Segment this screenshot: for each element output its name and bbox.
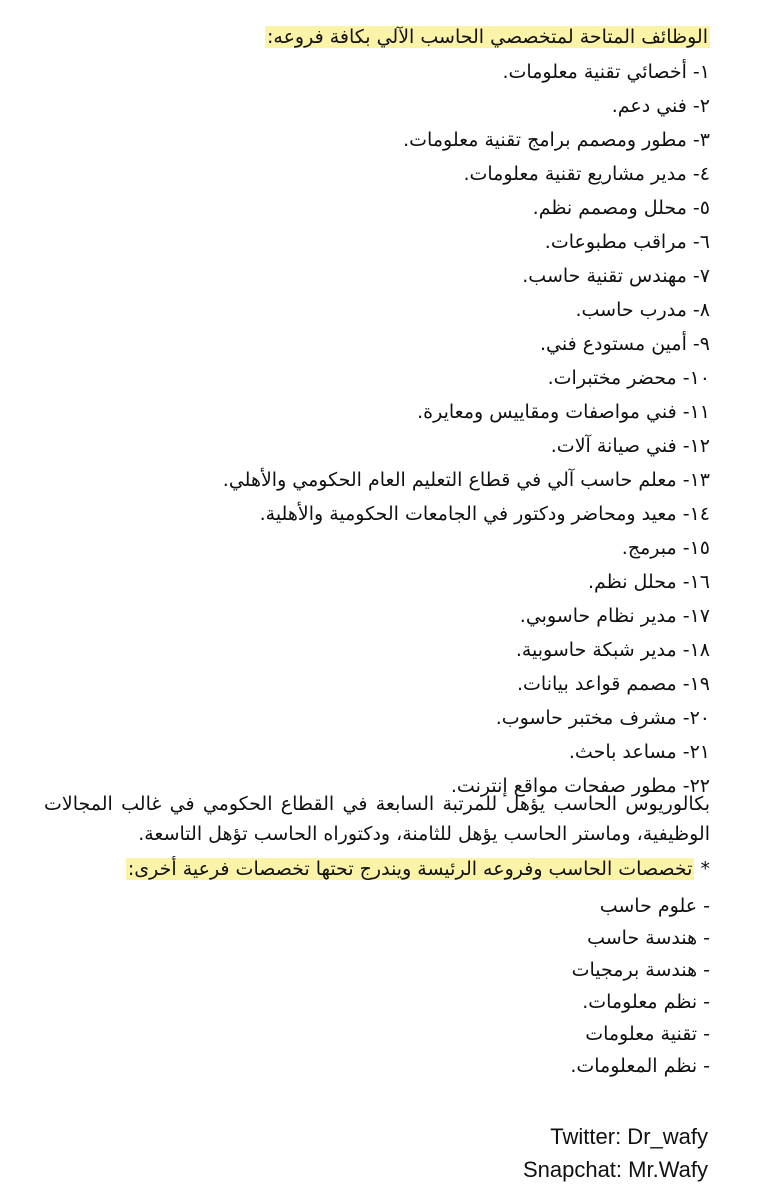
twitter-handle: Twitter: Dr_wafy bbox=[550, 1124, 708, 1149]
list-item bbox=[44, 429, 710, 463]
page-title bbox=[44, 22, 710, 52]
list-item: - نظم معلومات. bbox=[582, 991, 710, 1013]
item-number: ٢١- bbox=[676, 741, 710, 763]
item-text: مطور صفحات مواقع إنترنت. bbox=[450, 775, 677, 797]
item-number: ٨- bbox=[686, 299, 710, 321]
list-item bbox=[44, 89, 710, 123]
item-number: ١- bbox=[686, 61, 710, 83]
list-item bbox=[44, 463, 710, 497]
item-text: أمين مستودع فني. bbox=[539, 333, 687, 355]
item-text: مدير نظام حاسوبي. bbox=[519, 605, 677, 627]
list-item bbox=[44, 259, 710, 293]
item-number: ٢٠- bbox=[676, 707, 710, 729]
item-number: ١٧- bbox=[676, 605, 710, 627]
item-number: ٩- bbox=[686, 333, 710, 355]
item-text: فني دعم. bbox=[611, 95, 687, 117]
item-text: فني مواصفات ومقاييس ومعايرة. bbox=[417, 401, 677, 423]
list-item bbox=[44, 361, 710, 395]
list-item bbox=[44, 327, 710, 361]
item-text: مطور ومصمم برامج تقنية معلومات. bbox=[403, 129, 687, 151]
list-item: - تقنية معلومات bbox=[585, 1023, 710, 1045]
specialties-title-highlight: تخصصات الحاسب وفروعه الرئيسة ويندرج تحتها تخصصات فرعية أخرى: bbox=[127, 858, 693, 880]
list-item bbox=[44, 157, 710, 191]
item-number: ٧- bbox=[686, 265, 710, 287]
item-text: فني صيانة آلات. bbox=[550, 435, 677, 457]
specialties-list bbox=[44, 890, 710, 1082]
snapchat-handle: Snapchat: Mr.Wafy bbox=[522, 1157, 708, 1182]
item-number: ٢- bbox=[686, 95, 710, 117]
list-item bbox=[44, 55, 710, 89]
item-text: محضر مختبرات. bbox=[547, 367, 677, 389]
qualification-paragraph: بكالوريوس الحاسب يؤهل للمرتبة السابعة في القطاع الحكومي في غالب المجالات الوظيفية، وماستر الحاسب يؤهل للثامنة، ودكتوراه الحاسب تؤهل التاسعة. bbox=[44, 793, 710, 845]
item-text: أخصائي تقنية معلومات. bbox=[502, 61, 687, 83]
list-item bbox=[44, 531, 710, 565]
item-number: ١٠- bbox=[676, 367, 710, 389]
item-text: مدرب حاسب. bbox=[575, 299, 687, 321]
item-number: ٢٢- bbox=[676, 775, 710, 797]
item-text: مساعد باحث. bbox=[568, 741, 677, 763]
list-item bbox=[44, 225, 710, 259]
item-text: مبرمج. bbox=[621, 537, 677, 559]
item-number: ١٩- bbox=[676, 673, 710, 695]
item-text: مصمم قواعد بيانات. bbox=[517, 673, 677, 695]
list-item bbox=[44, 497, 710, 531]
list-item: - هندسة برمجيات bbox=[571, 959, 710, 981]
item-number: ١٤- bbox=[676, 503, 710, 525]
list-item: - علوم حاسب bbox=[599, 895, 710, 917]
item-number: ١٨- bbox=[676, 639, 710, 661]
list-item bbox=[44, 633, 710, 667]
item-number: ١٥- bbox=[676, 537, 710, 559]
list-item bbox=[44, 395, 710, 429]
list-item bbox=[44, 191, 710, 225]
item-number: ٥- bbox=[686, 197, 710, 219]
item-text: مشرف مختبر حاسوب. bbox=[495, 707, 677, 729]
item-text: محلل نظم. bbox=[587, 571, 677, 593]
item-text: معلم حاسب آلي في قطاع التعليم العام الحكومي والأهلي. bbox=[222, 469, 677, 491]
list-item bbox=[44, 565, 710, 599]
item-number: ١٦- bbox=[676, 571, 710, 593]
page-title-highlight: الوظائف المتاحة لمتخصصي الحاسب الآلي بكافة فروعه: bbox=[267, 26, 708, 48]
bullet-asterisk: * bbox=[694, 858, 710, 880]
list-item bbox=[44, 735, 710, 769]
item-number: ٣- bbox=[686, 129, 710, 151]
item-text: مدير مشاريع تقنية معلومات. bbox=[463, 163, 687, 185]
item-text: محلل ومصمم نظم. bbox=[532, 197, 687, 219]
item-number: ١٢- bbox=[676, 435, 710, 457]
list-item bbox=[44, 599, 710, 633]
jobs-list bbox=[44, 55, 710, 803]
list-item: - هندسة حاسب bbox=[587, 927, 710, 949]
item-text: مدير شبكة حاسوبية. bbox=[515, 639, 677, 661]
item-number: ٤- bbox=[686, 163, 710, 185]
list-item bbox=[44, 293, 710, 327]
item-number: ١١- bbox=[676, 401, 710, 423]
item-number: ٦- bbox=[686, 231, 710, 253]
list-item bbox=[44, 667, 710, 701]
item-text: مراقب مطبوعات. bbox=[544, 231, 687, 253]
specialties-heading bbox=[44, 854, 710, 884]
item-text: معيد ومحاضر ودكتور في الجامعات الحكومية والأهلية. bbox=[259, 503, 677, 525]
list-item bbox=[44, 123, 710, 157]
item-text: مهندس تقنية حاسب. bbox=[522, 265, 687, 287]
item-number: ١٣- bbox=[676, 469, 710, 491]
list-item: - نظم المعلومات. bbox=[570, 1055, 710, 1077]
list-item bbox=[44, 701, 710, 735]
